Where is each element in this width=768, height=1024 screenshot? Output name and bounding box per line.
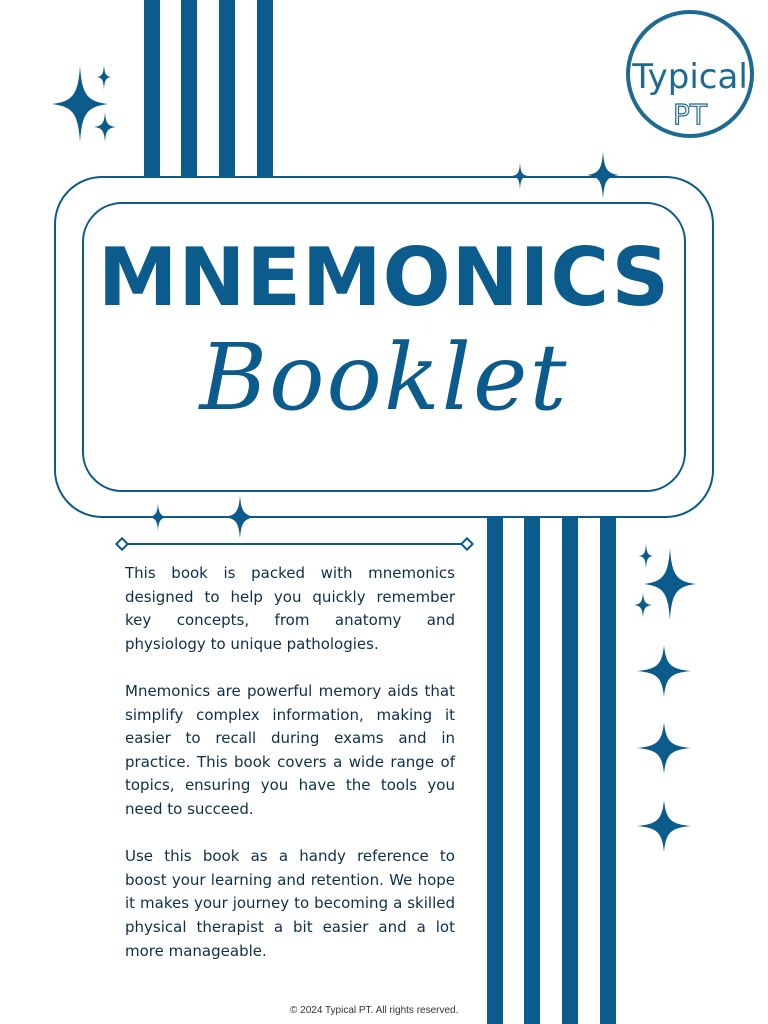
sparkle-icon <box>512 162 528 190</box>
sparkle-icon <box>637 800 691 852</box>
description-text <box>125 562 455 987</box>
svg-text:PT: PT <box>673 98 707 131</box>
sparkle-icon <box>587 151 619 199</box>
sparkle-icon <box>148 503 168 531</box>
sparkle-icon <box>224 495 256 539</box>
sparkle-icon <box>639 543 653 569</box>
typical-pt-logo <box>620 8 760 138</box>
sparkle-icon <box>637 645 691 697</box>
copyright-footer: © 2024 Typical PT. All rights reserved. <box>290 1005 459 1016</box>
sparkle-icon <box>94 112 116 142</box>
paragraph-benefits: Mnemonics are powerful memory aids that simplify complex information, making it easier to recall during exams and in practice. This book covers a wide range of topics, ensuring you have the tools you need to succeed. <box>125 681 455 818</box>
page-title: MNEMONICS <box>97 231 671 324</box>
paragraph-intro: This book is packed with mnemonics designed to help you quickly remember key concepts, from anatomy and physiology to unique pathologies. <box>125 564 455 653</box>
paragraph-usage: Use this book as a handy reference to boost your learning and retention. We hope it makes your journey to becoming a skilled physical therapist a bit easier and a lot more manageable. <box>125 847 455 960</box>
sparkle-icon <box>644 548 696 620</box>
diamond-divider-icon <box>116 538 472 549</box>
svg-text:Typical: Typical <box>632 57 748 97</box>
sparkle-icon <box>97 64 111 90</box>
sparkle-icon <box>637 722 691 774</box>
sparkle-icon <box>634 592 652 618</box>
page-subtitle-script: Booklet <box>199 324 569 431</box>
